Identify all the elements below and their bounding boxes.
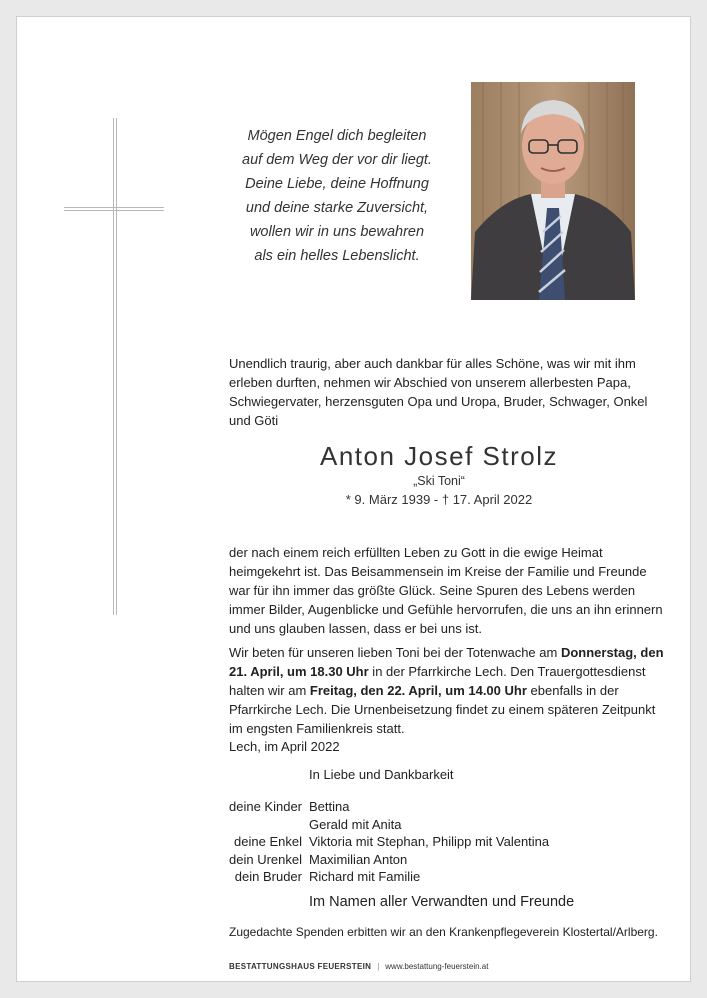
family-row <box>213 798 549 816</box>
service-text: Wir beten für unseren lieben Toni bei der Totenwache am <box>229 645 561 660</box>
poem-line: Deine Liebe, deine Hoffnung <box>245 176 429 192</box>
family-names: Viktoria mit Stephan, Philipp mit Valentina <box>309 834 550 849</box>
family-row <box>213 851 549 869</box>
family-list <box>213 798 549 886</box>
life-dates: * 9. März 1939 - † 17. April 2022 <box>345 492 533 507</box>
obituary-page <box>16 16 691 982</box>
service-text: ebenfalls in der Pfarrkirche Lech. Die Urnenbeisetzung findet zu einem späteren Zeitpunkt im engsten Familienkreis statt. <box>229 683 656 736</box>
wake-datetime: Donnerstag, den 21. April, um 18.30 Uhr <box>229 645 664 679</box>
service-paragraph <box>229 643 669 738</box>
poem-line: auf dem Weg der vor dir liegt. <box>242 152 432 168</box>
deceased-name: Anton Josef Strolz <box>320 441 558 471</box>
poem-line: wollen wir in uns bewahren <box>249 224 425 240</box>
funeral-datetime: Freitag, den 22. April, um 14.00 Uhr <box>309 683 527 698</box>
portrait-photo <box>471 82 635 300</box>
life-paragraph: der nach einem reich erfüllten Leben zu Gott in die ewige Heimat heimgekehrt ist. Das Beisammensein im Kreise der Familie und Freunde war für ihn immer das größte Glück. Seine Spuren des Lebens werden immer Bilder, Augenblicke und Gefühle hervorrufen, die uns an ihn erinnern und uns glauben lassen, dass er bei uns ist. <box>229 545 663 636</box>
family-row <box>213 816 549 834</box>
poem <box>217 124 457 268</box>
website-link[interactable]: www.bestattung-feuerstein.at <box>385 962 489 971</box>
donations-note: Zugedachte Spenden erbitten wir an den Krankenpflegeverein Klostertal/Arlberg. <box>229 925 658 939</box>
family-relation: dein Urenkel <box>229 851 302 867</box>
family-names: Maximilian Anton <box>309 851 408 867</box>
cross-horizontal-icon <box>64 207 164 211</box>
nickname: „Ski Toni“ <box>413 474 465 488</box>
family-row <box>213 833 549 851</box>
poem-line: als ein helles Lebenslicht. <box>254 248 420 264</box>
poem-line: Mögen Engel dich begleiten <box>247 128 427 144</box>
love-line: In Liebe und Dankbarkeit <box>309 767 454 782</box>
family-relation: dein Bruder <box>234 869 302 884</box>
family-names: Richard mit Familie <box>309 869 421 884</box>
place-date: Lech, im April 2022 <box>229 739 340 754</box>
closing-line: Im Namen aller Verwandten und Freunde <box>309 894 575 910</box>
service-text: in der Pfarrkirche Lech. Den Trauergottesdienst halten wir am <box>229 664 646 698</box>
family-relation <box>213 816 309 834</box>
footer <box>229 962 488 971</box>
family-names: Gerald mit Anita <box>309 816 402 832</box>
family-relation: deine Enkel <box>234 834 302 849</box>
cross-vertical-icon <box>113 118 117 615</box>
family-relation: deine Kinder <box>229 799 302 814</box>
intro-text: Unendlich traurig, aber auch dankbar für alles Schöne, was wir mit ihm erleben durften, nehmen wir Abschied von unserem allerbesten Papa, Schwiegervater, herzensguten Opa und Uropa, Bruder, Schwager, Onkel und Göti <box>229 356 648 428</box>
footer-separator: | <box>377 962 380 971</box>
poem-line: und deine starke Zuversicht, <box>245 200 429 216</box>
family-names: Bettina <box>309 799 350 814</box>
family-row <box>213 868 549 886</box>
company-name: BESTATTUNGSHAUS FEUERSTEIN <box>229 962 372 971</box>
